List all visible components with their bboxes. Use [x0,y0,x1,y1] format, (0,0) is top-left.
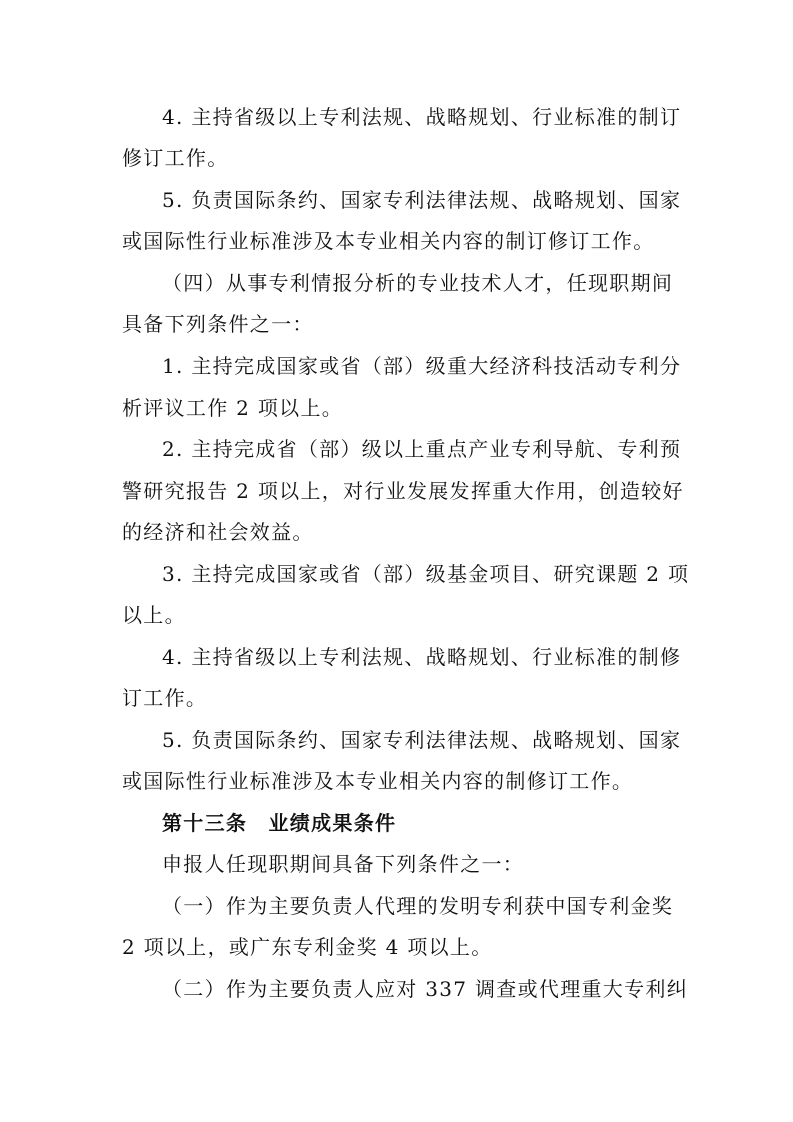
paragraph-line: 修订工作。 [122,146,229,170]
paragraph-line: （四）从事专利情报分析的专业技术人才，任现职期间 [162,271,674,295]
paragraph-line: 析评议工作 2 项以上。 [122,396,344,420]
paragraph-line: 4. 主持省级以上专利法规、战略规划、行业标准的制修 [162,645,682,669]
paragraph-line: 4. 主持省级以上专利法规、战略规划、行业标准的制订 [162,105,682,129]
paragraph-line: 5. 负责国际条约、国家专利法律法规、战略规划、国家 [162,188,682,212]
paragraph-line: 或国际性行业标准涉及本专业相关内容的制订修订工作。 [122,229,655,253]
paragraph-line: （二）作为主要负责人应对 337 调查或代理重大专利纠 [162,977,688,1001]
paragraph-line: 3. 主持完成国家或省（部）级基金项目、研究课题 2 项 [162,562,690,586]
paragraph-line: 1. 主持完成国家或省（部）级重大经济科技活动专利分 [162,354,682,378]
paragraph-line: 2 项以上，或广东专利金奖 4 项以上。 [122,935,493,959]
paragraph-line: 订工作。 [122,686,208,710]
paragraph-line: 5. 负责国际条约、国家专利法律法规、战略规划、国家 [162,728,682,752]
paragraph-line: （一）作为主要负责人代理的发明专利获中国专利金奖 [162,894,674,918]
paragraph-line: 具备下列条件之一： [122,312,314,336]
paragraph-line: 警研究报告 2 项以上，对行业发展发挥重大作用，创造较好 [122,479,684,503]
article-heading: 第十三条 业绩成果条件 [162,811,397,835]
paragraph-line: 以上。 [122,603,186,627]
paragraph-line: 的经济和社会效益。 [122,520,314,544]
paragraph-line: 或国际性行业标准涉及本专业相关内容的制修订工作。 [122,769,634,793]
paragraph-line: 2. 主持完成省（部）级以上重点产业专利导航、专利预 [162,437,682,461]
paragraph-line: 申报人任现职期间具备下列条件之一： [162,852,525,876]
